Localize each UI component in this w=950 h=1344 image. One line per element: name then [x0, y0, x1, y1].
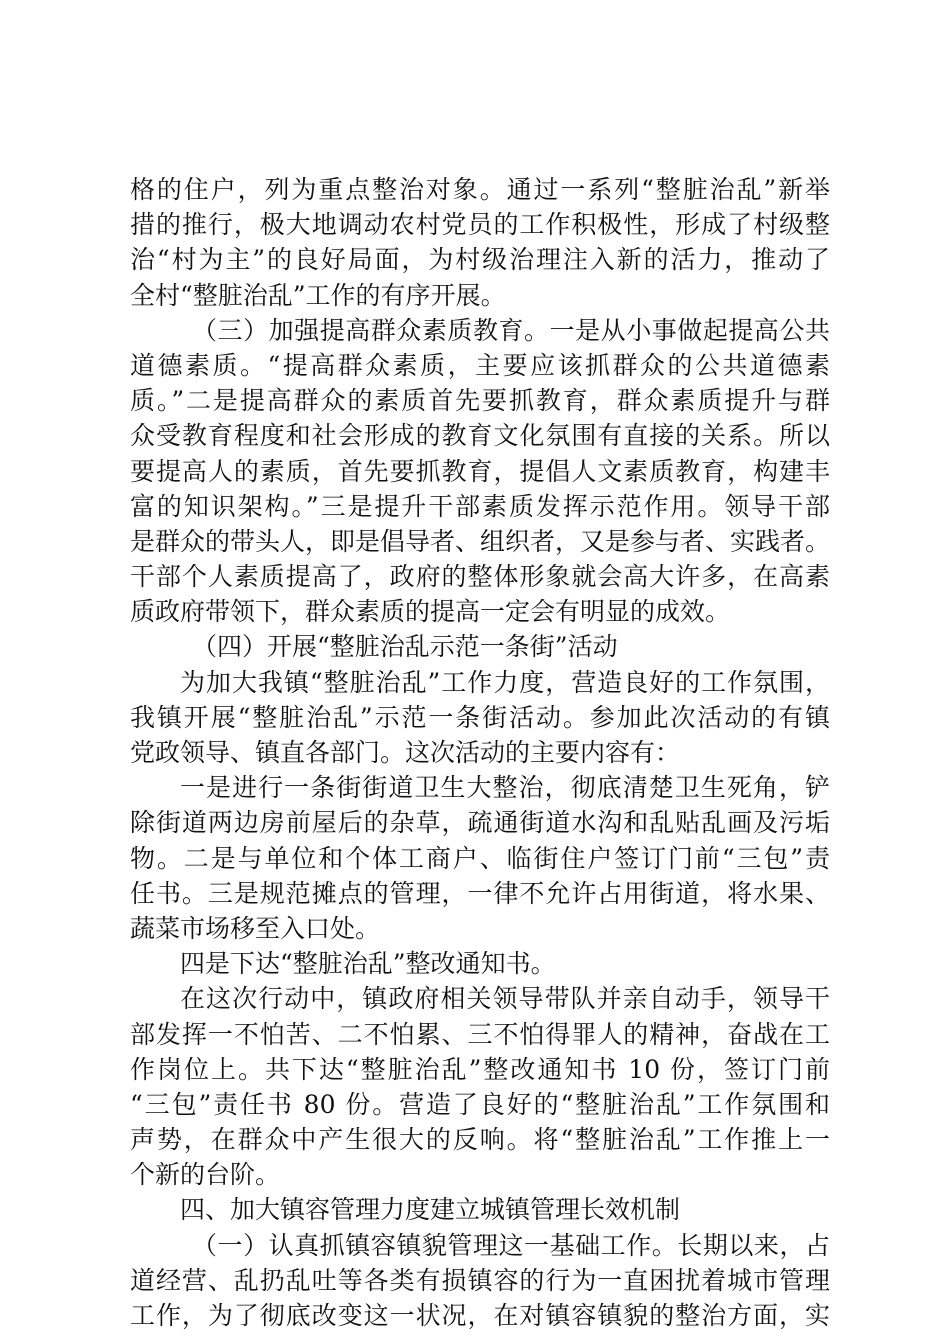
text-line: 富的知识架构。”三是提升干部素质发挥示范作用。领导干部	[130, 491, 830, 521]
text-line: 党政领导、镇直各部门。这次活动的主要内容有：	[130, 738, 681, 767]
text-line: 作岗位上。共下达“整脏治乱”整改通知书 10 份，签订门前	[130, 1054, 830, 1084]
text-line: 要提高人的素质，首先要抓教育，提倡人文素质教育，构建丰	[130, 456, 830, 486]
text-line: 为加大我镇“整脏治乱”工作力度，营造良好的工作氛围，	[180, 667, 830, 697]
text-line: 质政府带领下，群众素质的提高一定会有明显的成效。	[130, 597, 731, 627]
text-line: 干部个人素质提高了，政府的整体形象就会高大许多，在高素	[130, 562, 830, 592]
text-line: 我镇开展“整脏治乱”示范一条街活动。参加此次活动的有镇	[130, 702, 830, 732]
text-line: 除街道两边房前屋后的杂草，疏通街道水沟和乱贴乱画及污垢	[130, 808, 830, 838]
text-line: 一是进行一条街街道卫生大整治，彻底清楚卫生死角，铲	[180, 773, 830, 803]
text-line: “三包”责任书 80 份。营造了良好的“整脏治乱”工作氛围和	[130, 1089, 830, 1119]
text-line: 是群众的带头人，即是倡导者、组织者，又是参与者、实践者。	[130, 526, 831, 556]
text-line: 声势，在群众中产生很大的反响。将“整脏治乱”工作推上一	[130, 1125, 830, 1155]
text-line: 工作，为了彻底改变这一状况，在对镇容镇貌的整治方面，实	[130, 1301, 830, 1330]
section-heading: 四、加大镇容管理力度建立城镇管理长效机制	[180, 1195, 681, 1225]
text-line: 部发挥一不怕苦、二不怕累、三不怕得罪人的精神，奋战在工	[130, 1019, 830, 1049]
text-line: 质。”二是提高群众的素质首先要抓教育，群众素质提升与群	[130, 386, 830, 416]
text-line: 措的推行，极大地调动农村党员的工作积极性，形成了村级整	[130, 210, 830, 240]
text-line: 全村“整脏治乱”工作的有序开展。	[130, 280, 506, 310]
text-line: 蔬菜市场移至入口处。	[130, 913, 381, 943]
text-line: 道经营、乱扔乱吐等各类有损镇容的行为一直困扰着城市管理	[130, 1265, 830, 1295]
document-body	[130, 172, 830, 1333]
text-line: （三）加强提高群众素质教育。一是从小事做起提高公共	[192, 315, 830, 345]
text-line: （一）认真抓镇容镇貌管理这一基础工作。长期以来，占	[192, 1230, 830, 1260]
text-line: 治“村为主”的良好局面，为村级治理注入新的活力，推动了	[130, 245, 830, 275]
text-line: 道德素质。“提高群众素质，主要应该抓群众的公共道德素	[130, 350, 830, 380]
text-line: 物。二是与单位和个体工商户、临街住户签订门前“三包”责	[130, 843, 830, 873]
text-line: 四是下达“整脏治乱”整改通知书。	[180, 949, 556, 979]
text-line: 格的住户，列为重点整治对象。通过一系列“整脏治乱”新举	[130, 175, 830, 204]
section-heading: （四）开展“整脏治乱示范一条街”活动	[192, 632, 618, 662]
text-line: 众受教育程度和社会形成的教育文化氛围有直接的关系。所以	[130, 421, 830, 451]
text-line: 任书。三是规范摊点的管理，一律不允许占用街道，将水果、	[130, 878, 830, 908]
text-line: 在这次行动中，镇政府相关领导带队并亲自动手，领导干	[180, 984, 830, 1014]
text-line: 个新的台阶。	[130, 1160, 281, 1190]
